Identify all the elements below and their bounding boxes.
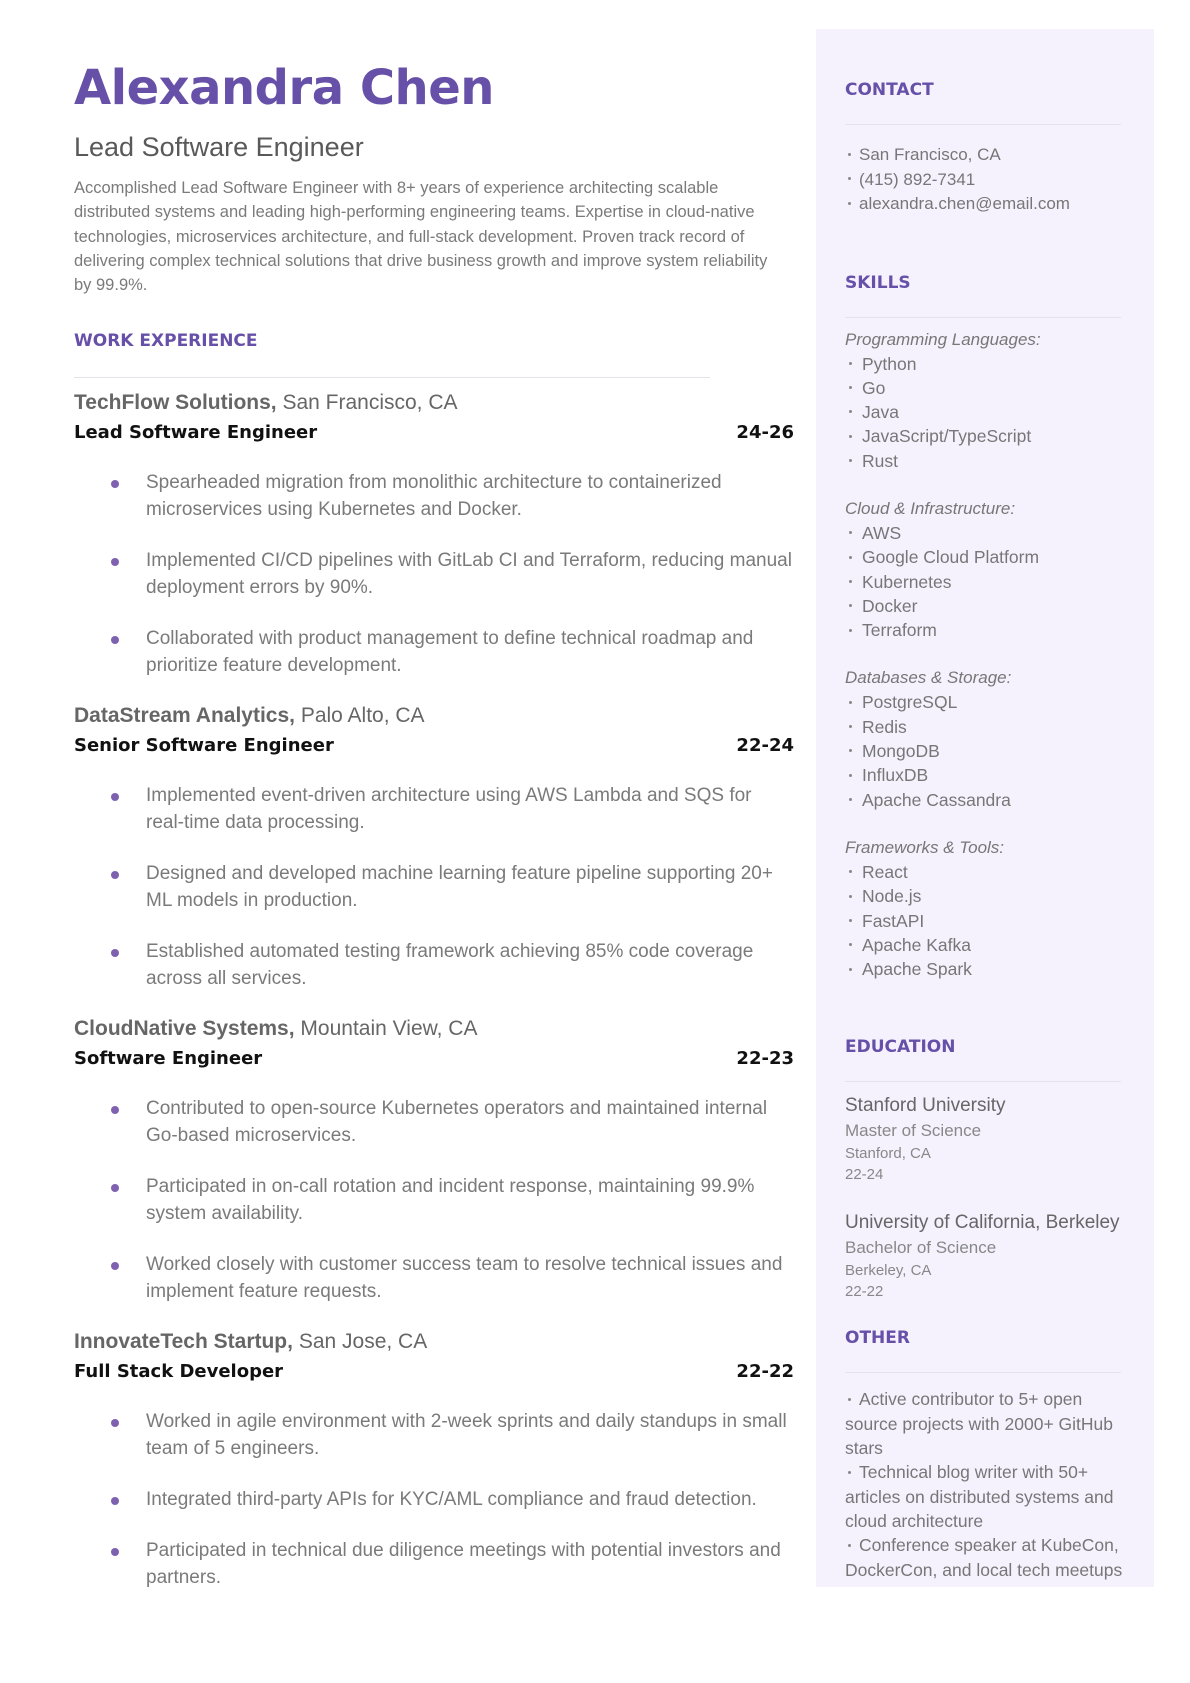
other-item xyxy=(845,1533,1130,1582)
job-company-line xyxy=(74,703,794,729)
skill-item xyxy=(845,521,1135,545)
bullet-dot-icon xyxy=(849,629,852,632)
skill-category: Cloud & Infrastructure: xyxy=(845,498,1016,518)
school-location: Berkeley, CA xyxy=(845,1262,932,1280)
school-name: Stanford University xyxy=(845,1095,1006,1117)
skill-name: Kubernetes xyxy=(862,571,952,592)
other-heading: OTHER xyxy=(845,1328,910,1349)
skill-item xyxy=(845,352,1135,376)
bullet-dot-icon xyxy=(848,177,851,180)
education-entry xyxy=(845,1092,1135,1185)
other-text: Conference speaker at KubeCon, DockerCon, and local tech meetups xyxy=(845,1535,1123,1580)
bullet-text: Contributed to open-source Kubernetes operators and maintained internal Go-based microservices. xyxy=(146,1098,768,1147)
bullet-dot-icon xyxy=(111,949,119,957)
job-dates: 22-23 xyxy=(736,1048,794,1070)
bullet-text: Collaborated with product management to define technical roadmap and prioritize feature development. xyxy=(146,628,754,677)
bullet-dot-icon xyxy=(111,1548,119,1556)
bullet-dot-icon xyxy=(848,1398,851,1401)
bullet-text: Established automated testing framework achieving 85% code coverage across all services. xyxy=(146,941,754,990)
bullet-dot-icon xyxy=(111,636,119,644)
education-dates: 22-22 xyxy=(845,1283,884,1301)
other-item xyxy=(845,1460,1130,1533)
skills-heading: SKILLS xyxy=(845,272,911,293)
bullet-text: Worked closely with customer success team to resolve technical issues and implement feature requests. xyxy=(146,1254,783,1303)
contact-item xyxy=(845,168,1135,193)
skill-name: Rust xyxy=(862,450,898,471)
skill-group xyxy=(845,836,1135,981)
job-dates: 22-22 xyxy=(736,1361,794,1383)
bullet-text: Implemented CI/CD pipelines with GitLab CI and Terraform, reducing manual deployment errors by 90%. xyxy=(146,550,792,599)
bullet-text: Designed and developed machine learning feature pipeline supporting 20+ ML models in production. xyxy=(146,863,773,912)
company-location: San Jose, CA xyxy=(298,1330,428,1354)
job-bullet xyxy=(74,1173,794,1227)
skill-item xyxy=(845,957,1135,981)
role-row xyxy=(74,420,794,445)
bullet-dot-icon xyxy=(111,871,119,879)
job-bullet xyxy=(74,782,794,836)
bullet-dot-icon xyxy=(849,410,852,413)
contact-text: alexandra.chen@email.com xyxy=(859,194,1070,213)
school-name: University of California, Berkeley xyxy=(845,1212,1120,1234)
section-divider xyxy=(74,377,710,378)
bullet-dot-icon xyxy=(849,774,852,777)
job-bullet xyxy=(74,625,794,679)
bullet-text: Implemented event-driven architecture using AWS Lambda and SQS for real-time data processing. xyxy=(146,785,752,834)
contact-heading: CONTACT xyxy=(845,80,934,100)
company-name: DataStream Analytics, xyxy=(74,704,295,728)
bullet-dot-icon xyxy=(849,943,852,946)
skill-item xyxy=(845,424,1135,448)
bullet-dot-icon xyxy=(111,1106,119,1114)
bullet-dot-icon xyxy=(849,749,852,752)
job-entry xyxy=(74,703,794,992)
candidate-name: Alexandra Chen xyxy=(74,60,494,116)
bullet-dot-icon xyxy=(111,793,119,801)
sidebar xyxy=(845,80,1135,1582)
bullet-dot-icon xyxy=(849,362,852,365)
skill-item xyxy=(845,376,1135,400)
job-bullets xyxy=(74,469,794,679)
section-divider xyxy=(845,124,1121,125)
skill-item xyxy=(845,788,1135,812)
bullet-dot-icon xyxy=(111,1419,119,1427)
job-role: Lead Software Engineer xyxy=(74,422,318,444)
skill-item xyxy=(845,739,1135,763)
job-bullet xyxy=(74,1095,794,1149)
bullet-dot-icon xyxy=(849,459,852,462)
skill-name: PostgreSQL xyxy=(862,692,958,713)
skill-name: JavaScript/TypeScript xyxy=(862,426,1032,447)
school-location: Stanford, CA xyxy=(845,1145,931,1163)
contact-list xyxy=(845,143,1135,217)
job-entry xyxy=(74,1016,794,1305)
bullet-dot-icon xyxy=(111,1497,119,1505)
bullet-dot-icon xyxy=(849,968,852,971)
company-name: CloudNative Systems, xyxy=(74,1017,295,1041)
other-list xyxy=(845,1387,1130,1581)
bullet-dot-icon xyxy=(849,556,852,559)
contact-item xyxy=(845,192,1135,217)
bullet-dot-icon xyxy=(848,1544,851,1547)
job-role: Software Engineer xyxy=(74,1048,263,1070)
company-location: Palo Alto, CA xyxy=(300,704,425,728)
job-role: Senior Software Engineer xyxy=(74,735,334,757)
bullet-dot-icon xyxy=(111,1262,119,1270)
section-divider xyxy=(845,1081,1121,1082)
work-experience-heading: WORK EXPERIENCE xyxy=(74,331,258,352)
skill-item xyxy=(845,909,1135,933)
job-entry xyxy=(74,1329,794,1591)
other-text: Active contributor to 5+ open source projects with 2000+ GitHub stars xyxy=(845,1389,1113,1459)
skill-category: Databases & Storage: xyxy=(845,668,1012,688)
job-company-line xyxy=(74,390,794,416)
skill-name: Apache Kafka xyxy=(862,934,971,955)
skill-name: Go xyxy=(862,377,886,398)
skill-groups xyxy=(845,328,1135,982)
bullet-dot-icon xyxy=(849,798,852,801)
degree: Bachelor of Science xyxy=(845,1238,997,1258)
skill-item xyxy=(845,860,1135,884)
skill-item xyxy=(845,763,1135,787)
skill-item xyxy=(845,449,1135,473)
section-divider xyxy=(845,317,1121,318)
job-bullet xyxy=(74,1537,794,1591)
skill-name: MongoDB xyxy=(862,741,940,762)
skill-name: Node.js xyxy=(862,886,922,907)
bullet-dot-icon xyxy=(848,1471,851,1474)
bullet-text: Spearheaded migration from monolithic architecture to containerized microservices using Kubernetes and Docker. xyxy=(146,472,722,521)
bullet-dot-icon xyxy=(849,701,852,704)
role-row xyxy=(74,733,794,758)
job-dates: 24-26 xyxy=(736,422,794,444)
bullet-dot-icon xyxy=(111,1184,119,1192)
job-bullets xyxy=(74,1095,794,1305)
bullet-text: Participated in on-call rotation and incident response, maintaining 99.9% system availability. xyxy=(146,1176,755,1225)
job-bullet xyxy=(74,469,794,523)
education-list xyxy=(845,1092,1135,1302)
skill-name: Apache Cassandra xyxy=(862,789,1011,810)
bullet-dot-icon xyxy=(849,386,852,389)
job-bullet xyxy=(74,1408,794,1462)
job-company-line xyxy=(74,1329,794,1355)
job-bullet xyxy=(74,1251,794,1305)
skill-item xyxy=(845,400,1135,424)
job-bullet xyxy=(74,547,794,601)
skill-item xyxy=(845,690,1135,714)
contact-text: San Francisco, CA xyxy=(859,145,1001,164)
bullet-dot-icon xyxy=(849,919,852,922)
candidate-title: Lead Software Engineer xyxy=(74,132,364,162)
skill-name: FastAPI xyxy=(862,910,925,931)
company-location: San Francisco, CA xyxy=(282,391,458,415)
job-bullet xyxy=(74,1486,794,1513)
skill-item xyxy=(845,884,1135,908)
skill-group xyxy=(845,666,1135,811)
bullet-dot-icon xyxy=(849,725,852,728)
bullet-dot-icon xyxy=(111,480,119,488)
bullet-dot-icon xyxy=(848,202,851,205)
job-list xyxy=(74,390,794,1591)
job-entry xyxy=(74,390,794,679)
skill-item xyxy=(845,715,1135,739)
bullet-dot-icon xyxy=(849,435,852,438)
skill-name: Redis xyxy=(862,716,907,737)
section-divider xyxy=(845,1372,1121,1373)
bullet-text: Participated in technical due diligence meetings with potential investors and partners. xyxy=(146,1540,781,1589)
other-item xyxy=(845,1387,1130,1460)
skill-name: Terraform xyxy=(862,620,937,641)
skill-name: React xyxy=(862,861,908,882)
skill-name: Java xyxy=(862,402,899,423)
job-bullet xyxy=(74,938,794,992)
skill-list xyxy=(845,860,1135,981)
company-location: Mountain View, CA xyxy=(300,1017,478,1041)
skill-list xyxy=(845,690,1135,811)
skill-name: AWS xyxy=(862,522,902,543)
skill-name: Python xyxy=(862,353,917,374)
job-bullets xyxy=(74,782,794,992)
bullet-text: Integrated third-party APIs for KYC/AML compliance and fraud detection. xyxy=(146,1489,757,1511)
skill-group xyxy=(845,497,1135,642)
skill-item xyxy=(845,545,1135,569)
bullet-dot-icon xyxy=(849,895,852,898)
skill-name: Google Cloud Platform xyxy=(862,547,1040,568)
skill-category: Frameworks & Tools: xyxy=(845,837,1005,857)
degree: Master of Science xyxy=(845,1121,982,1141)
bullet-text: Worked in agile environment with 2-week sprints and daily standups in small team of 5 engineers. xyxy=(146,1411,787,1460)
skill-group xyxy=(845,328,1135,473)
contact-text: (415) 892-7341 xyxy=(859,169,976,189)
education-dates: 22-24 xyxy=(845,1166,884,1184)
skill-name: Apache Spark xyxy=(862,959,972,980)
job-bullet xyxy=(74,860,794,914)
bullet-dot-icon xyxy=(849,580,852,583)
other-text: Technical blog writer with 50+ articles on distributed systems and cloud architecture xyxy=(845,1462,1114,1531)
bullet-dot-icon xyxy=(849,604,852,607)
company-name: TechFlow Solutions, xyxy=(74,391,277,415)
skill-item xyxy=(845,618,1135,642)
skill-name: Docker xyxy=(862,595,918,616)
job-bullets xyxy=(74,1408,794,1591)
education-heading: EDUCATION xyxy=(845,1037,956,1058)
education-entry xyxy=(845,1209,1135,1302)
summary: Accomplished Lead Software Engineer with 8+ years of experience architecting scalable distributed systems and leading high-performing engineering teams. Expertise in cloud-native technologies, microservices architecture, and full-stack development. Proven track record of delivering complex technical solutions that drive business growth and improve system reliability by 99.9%. xyxy=(74,179,768,295)
bullet-dot-icon xyxy=(849,531,852,534)
bullet-dot-icon xyxy=(849,870,852,873)
role-row xyxy=(74,1046,794,1071)
skill-item xyxy=(845,594,1135,618)
skill-list xyxy=(845,521,1135,642)
bullet-dot-icon xyxy=(111,558,119,566)
contact-item xyxy=(845,143,1135,168)
company-name: InnovateTech Startup, xyxy=(74,1330,293,1354)
skill-category: Programming Languages: xyxy=(845,329,1041,349)
skill-item xyxy=(845,933,1135,957)
skill-item xyxy=(845,570,1135,594)
main-column xyxy=(74,56,794,1615)
job-company-line xyxy=(74,1016,794,1042)
job-role: Full Stack Developer xyxy=(74,1361,284,1383)
bullet-dot-icon xyxy=(848,153,851,156)
skill-name: InfluxDB xyxy=(862,765,929,786)
job-dates: 22-24 xyxy=(736,735,794,757)
skill-list xyxy=(845,352,1135,473)
role-row xyxy=(74,1359,794,1384)
